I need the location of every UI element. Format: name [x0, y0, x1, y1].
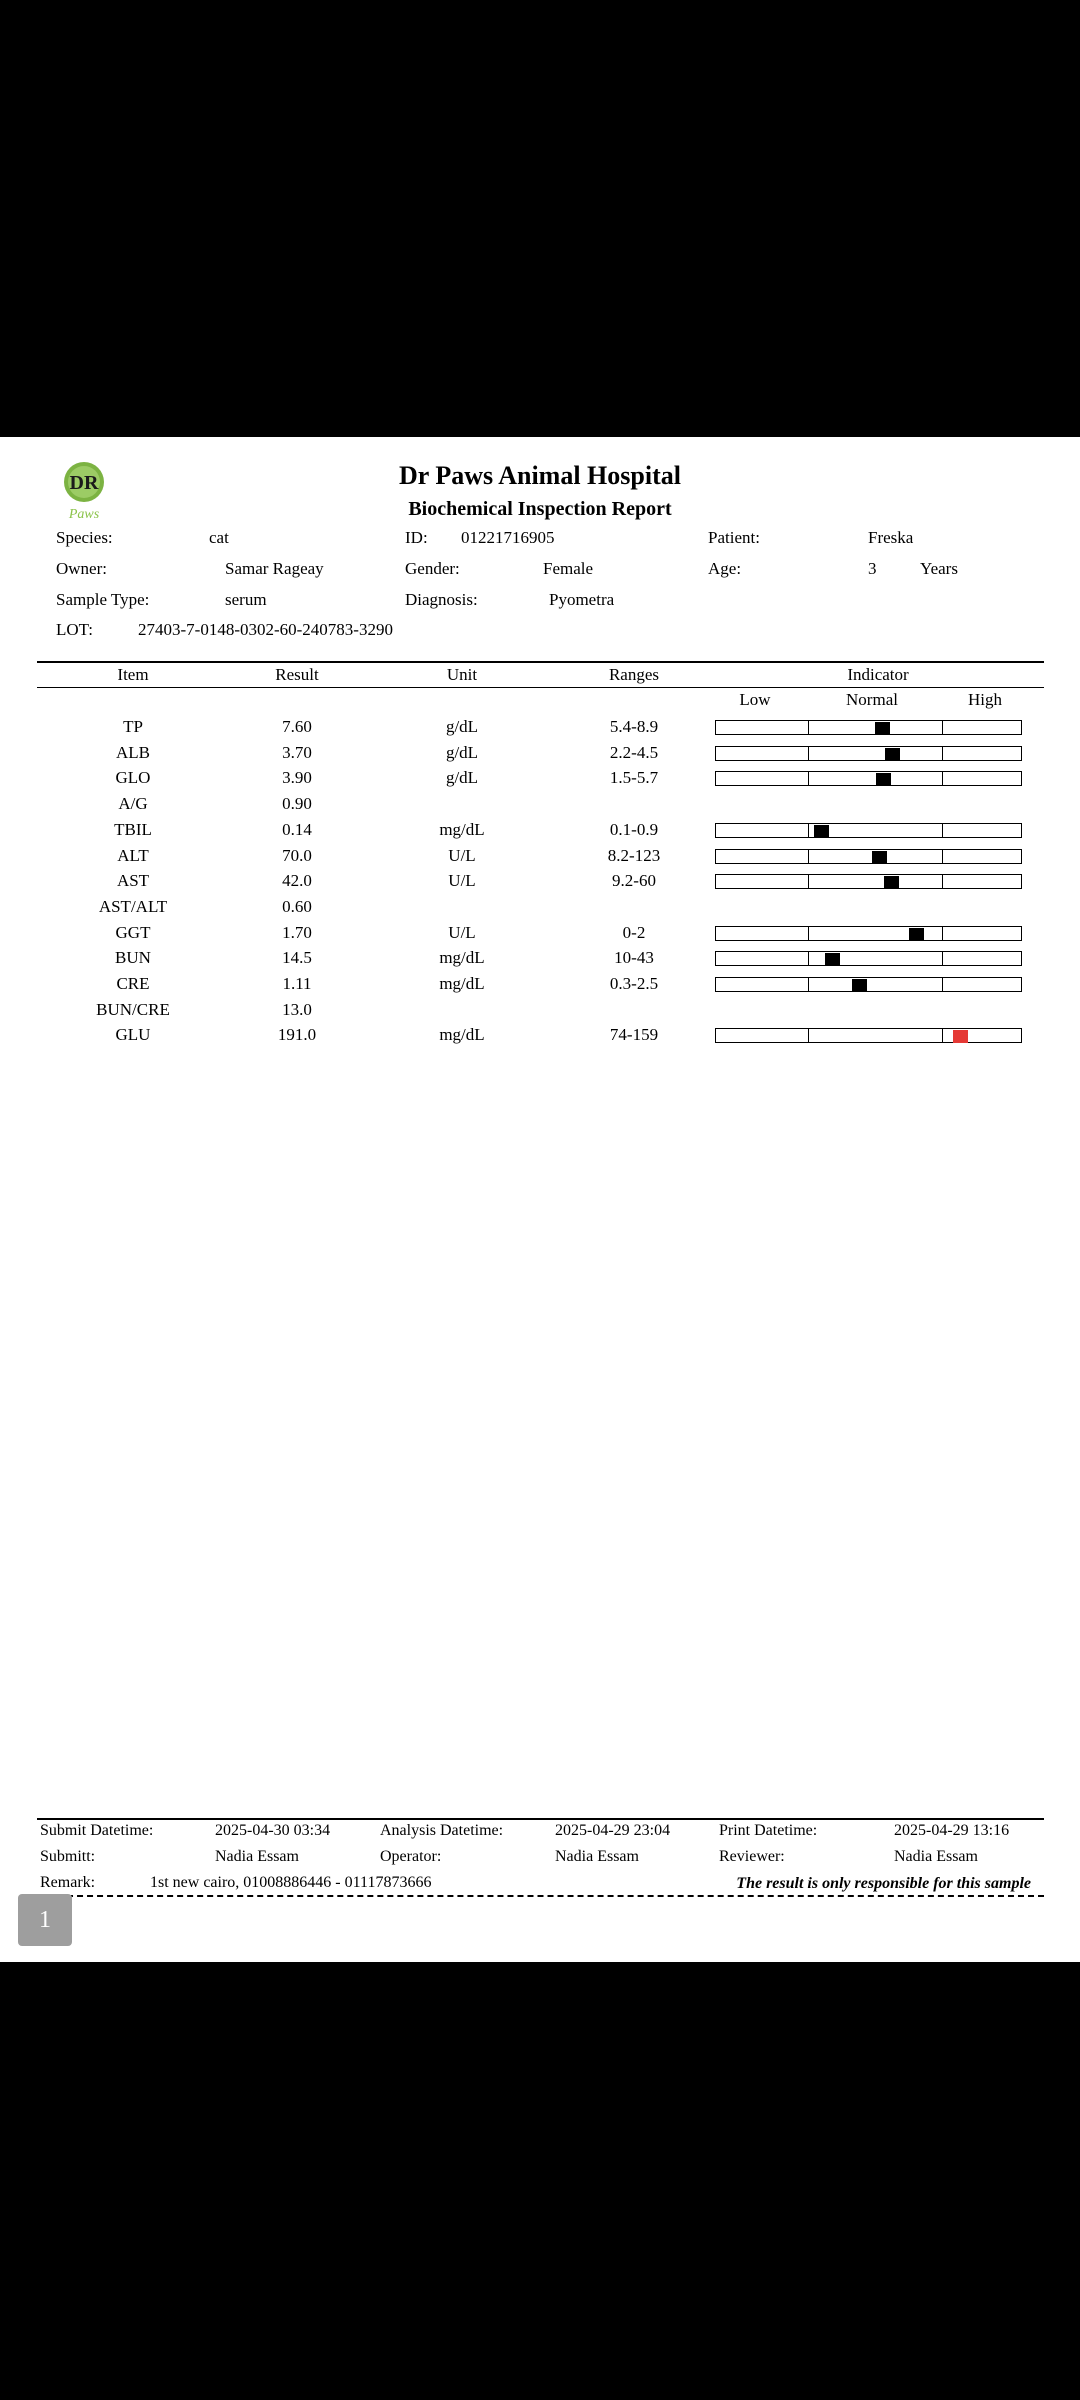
footer-rule [37, 1818, 1044, 1820]
indicator-high: High [968, 690, 1002, 709]
row-range: 0.3-2.5 [609, 974, 659, 993]
row-range: 10-43 [614, 948, 654, 967]
row-item-a-g: A/G [118, 794, 148, 813]
indicator-separator [808, 849, 809, 864]
row-item-tbil: TBIL [114, 820, 152, 839]
row-item-ggt: GGT [115, 923, 151, 942]
indicator-bar [715, 1028, 1022, 1043]
diagnosis-label: Diagnosis: [405, 590, 478, 609]
footer-dashed-rule [37, 1895, 1044, 1897]
indicator-bar [715, 771, 1022, 786]
row-result: 42.0 [282, 871, 312, 890]
row-item-glo: GLO [115, 768, 151, 787]
species-label: Species: [56, 528, 113, 547]
row-result: 7.60 [282, 717, 312, 736]
row-item-cre: CRE [116, 974, 150, 993]
indicator-marker [909, 928, 924, 941]
submit-datetime-label: Submit Datetime: [40, 1822, 154, 1839]
owner-value: Samar Rageay [225, 559, 324, 578]
table-top-rule [37, 661, 1044, 663]
page-number-button[interactable]: 1 [18, 1894, 72, 1946]
col-result: Result [275, 665, 319, 684]
reviewer-value: Nadia Essam [894, 1848, 978, 1865]
row-result: 1.70 [282, 923, 312, 942]
row-range: 2.2-4.5 [609, 743, 659, 762]
row-item-ast: AST [116, 871, 150, 890]
indicator-separator [808, 951, 809, 966]
sample-type-value: serum [225, 590, 267, 609]
row-unit: U/L [448, 871, 476, 890]
report-title: Biochemical Inspection Report [408, 498, 672, 520]
indicator-separator [808, 977, 809, 992]
row-range: 9.2-60 [612, 871, 656, 890]
row-range: 0-2 [622, 923, 646, 942]
indicator-bar [715, 926, 1022, 941]
row-item-alb: ALB [116, 743, 150, 762]
hospital-name: Dr Paws Animal Hospital [399, 461, 681, 490]
sample-disclaimer: The result is only responsible for this sample [736, 1875, 1031, 1892]
row-result: 14.5 [282, 948, 312, 967]
svg-text:DR: DR [69, 472, 99, 494]
submit-datetime-value: 2025-04-30 03:34 [215, 1822, 331, 1839]
remark-label: Remark: [40, 1874, 96, 1891]
operator-value: Nadia Essam [555, 1848, 639, 1865]
gender-label: Gender: [405, 559, 460, 578]
print-datetime-label: Print Datetime: [719, 1822, 818, 1839]
indicator-low: Low [739, 690, 771, 709]
age-unit: Years [920, 559, 958, 578]
print-datetime-value: 2025-04-29 13:16 [894, 1822, 1010, 1839]
indicator-separator [808, 746, 809, 761]
row-result: 13.0 [282, 1000, 312, 1019]
row-unit: mg/dL [439, 948, 485, 967]
age-value: 3 [868, 559, 877, 578]
row-item-ast-alt: AST/ALT [98, 897, 168, 916]
indicator-separator [808, 926, 809, 941]
row-unit: U/L [448, 846, 476, 865]
table-header-rule [37, 687, 1044, 688]
row-result: 3.70 [282, 743, 312, 762]
operator-label: Operator: [380, 1848, 442, 1865]
indicator-marker [852, 979, 867, 992]
row-result: 0.14 [282, 820, 312, 839]
col-ranges: Ranges [608, 665, 660, 684]
indicator-separator [808, 1028, 809, 1043]
age-label: Age: [708, 559, 742, 578]
row-range [564, 999, 704, 1021]
row-unit [412, 999, 512, 1021]
analysis-datetime-value: 2025-04-29 23:04 [555, 1822, 671, 1839]
remark-value: 1st new cairo, 01008886446 - 01117873666 [150, 1874, 432, 1891]
row-unit: mg/dL [439, 974, 485, 993]
row-item-tp: TP [123, 717, 143, 736]
indicator-separator [942, 977, 943, 992]
indicator-bar [715, 823, 1022, 838]
gender-value: Female [543, 559, 594, 578]
svg-text:Paws: Paws [68, 507, 100, 522]
reviewer-label: Reviewer: [719, 1848, 785, 1865]
row-item-glu: GLU [115, 1025, 151, 1044]
row-unit: g/dL [445, 743, 479, 762]
row-unit: U/L [448, 923, 476, 942]
indicator-bar [715, 874, 1022, 889]
row-unit: mg/dL [439, 820, 485, 839]
indicator-marker [814, 825, 829, 838]
indicator-separator [942, 926, 943, 941]
id-value: 01221716905 [461, 528, 555, 547]
patient-value: Freska [868, 528, 914, 547]
indicator-bar [715, 746, 1022, 761]
row-range [564, 793, 704, 815]
row-item-alt: ALT [117, 846, 149, 865]
row-range: 5.4-8.9 [609, 717, 659, 736]
col-indicator: Indicator [847, 665, 909, 684]
row-item-bun: BUN [115, 948, 151, 967]
sample-type-label: Sample Type: [56, 590, 150, 609]
row-range: 74-159 [609, 1025, 659, 1044]
submitt-value: Nadia Essam [215, 1848, 299, 1865]
row-result: 0.60 [282, 897, 312, 916]
indicator-bar [715, 720, 1022, 735]
patient-label: Patient: [708, 528, 760, 547]
id-label: ID: [405, 528, 428, 547]
indicator-separator [942, 849, 943, 864]
indicator-separator [942, 771, 943, 786]
indicator-normal: Normal [846, 690, 898, 709]
indicator-separator [942, 874, 943, 889]
indicator-separator [942, 951, 943, 966]
indicator-marker [884, 876, 899, 889]
lot-value: 27403-7-0148-0302-60-240783-3290 [138, 620, 393, 639]
indicator-bar [715, 977, 1022, 992]
row-unit: mg/dL [439, 1025, 485, 1044]
diagnosis-value: Pyometra [549, 590, 615, 609]
lot-label: LOT: [56, 620, 93, 639]
row-unit [412, 896, 512, 918]
indicator-marker [953, 1030, 968, 1043]
row-result: 1.11 [282, 974, 312, 993]
row-range: 8.2-123 [607, 846, 661, 865]
indicator-marker [875, 722, 890, 735]
indicator-separator [942, 746, 943, 761]
row-unit: g/dL [445, 717, 479, 736]
row-range: 0.1-0.9 [609, 820, 659, 839]
row-result: 70.0 [282, 846, 312, 865]
row-result: 191.0 [277, 1025, 317, 1044]
indicator-separator [808, 771, 809, 786]
species-value: cat [209, 528, 229, 547]
row-range [564, 896, 704, 918]
indicator-bar [715, 849, 1022, 864]
owner-label: Owner: [56, 559, 107, 578]
indicator-marker [825, 953, 840, 966]
indicator-marker [876, 773, 891, 786]
indicator-bar [715, 951, 1022, 966]
row-range: 1.5-5.7 [609, 768, 659, 787]
row-result: 0.90 [282, 794, 312, 813]
indicator-separator [942, 823, 943, 838]
indicator-separator [808, 720, 809, 735]
indicator-separator [808, 874, 809, 889]
row-unit [412, 793, 512, 815]
row-result: 3.90 [282, 768, 312, 787]
col-item: Item [117, 665, 149, 684]
indicator-marker [885, 748, 900, 761]
submitt-label: Submitt: [40, 1848, 96, 1865]
row-unit: g/dL [445, 768, 479, 787]
indicator-separator [942, 720, 943, 735]
report-page [0, 437, 1080, 1962]
indicator-marker [872, 851, 887, 864]
indicator-separator [808, 823, 809, 838]
row-item-bun-cre: BUN/CRE [96, 1000, 170, 1019]
indicator-separator [942, 1028, 943, 1043]
analysis-datetime-label: Analysis Datetime: [380, 1822, 504, 1839]
col-unit: Unit [446, 665, 478, 684]
